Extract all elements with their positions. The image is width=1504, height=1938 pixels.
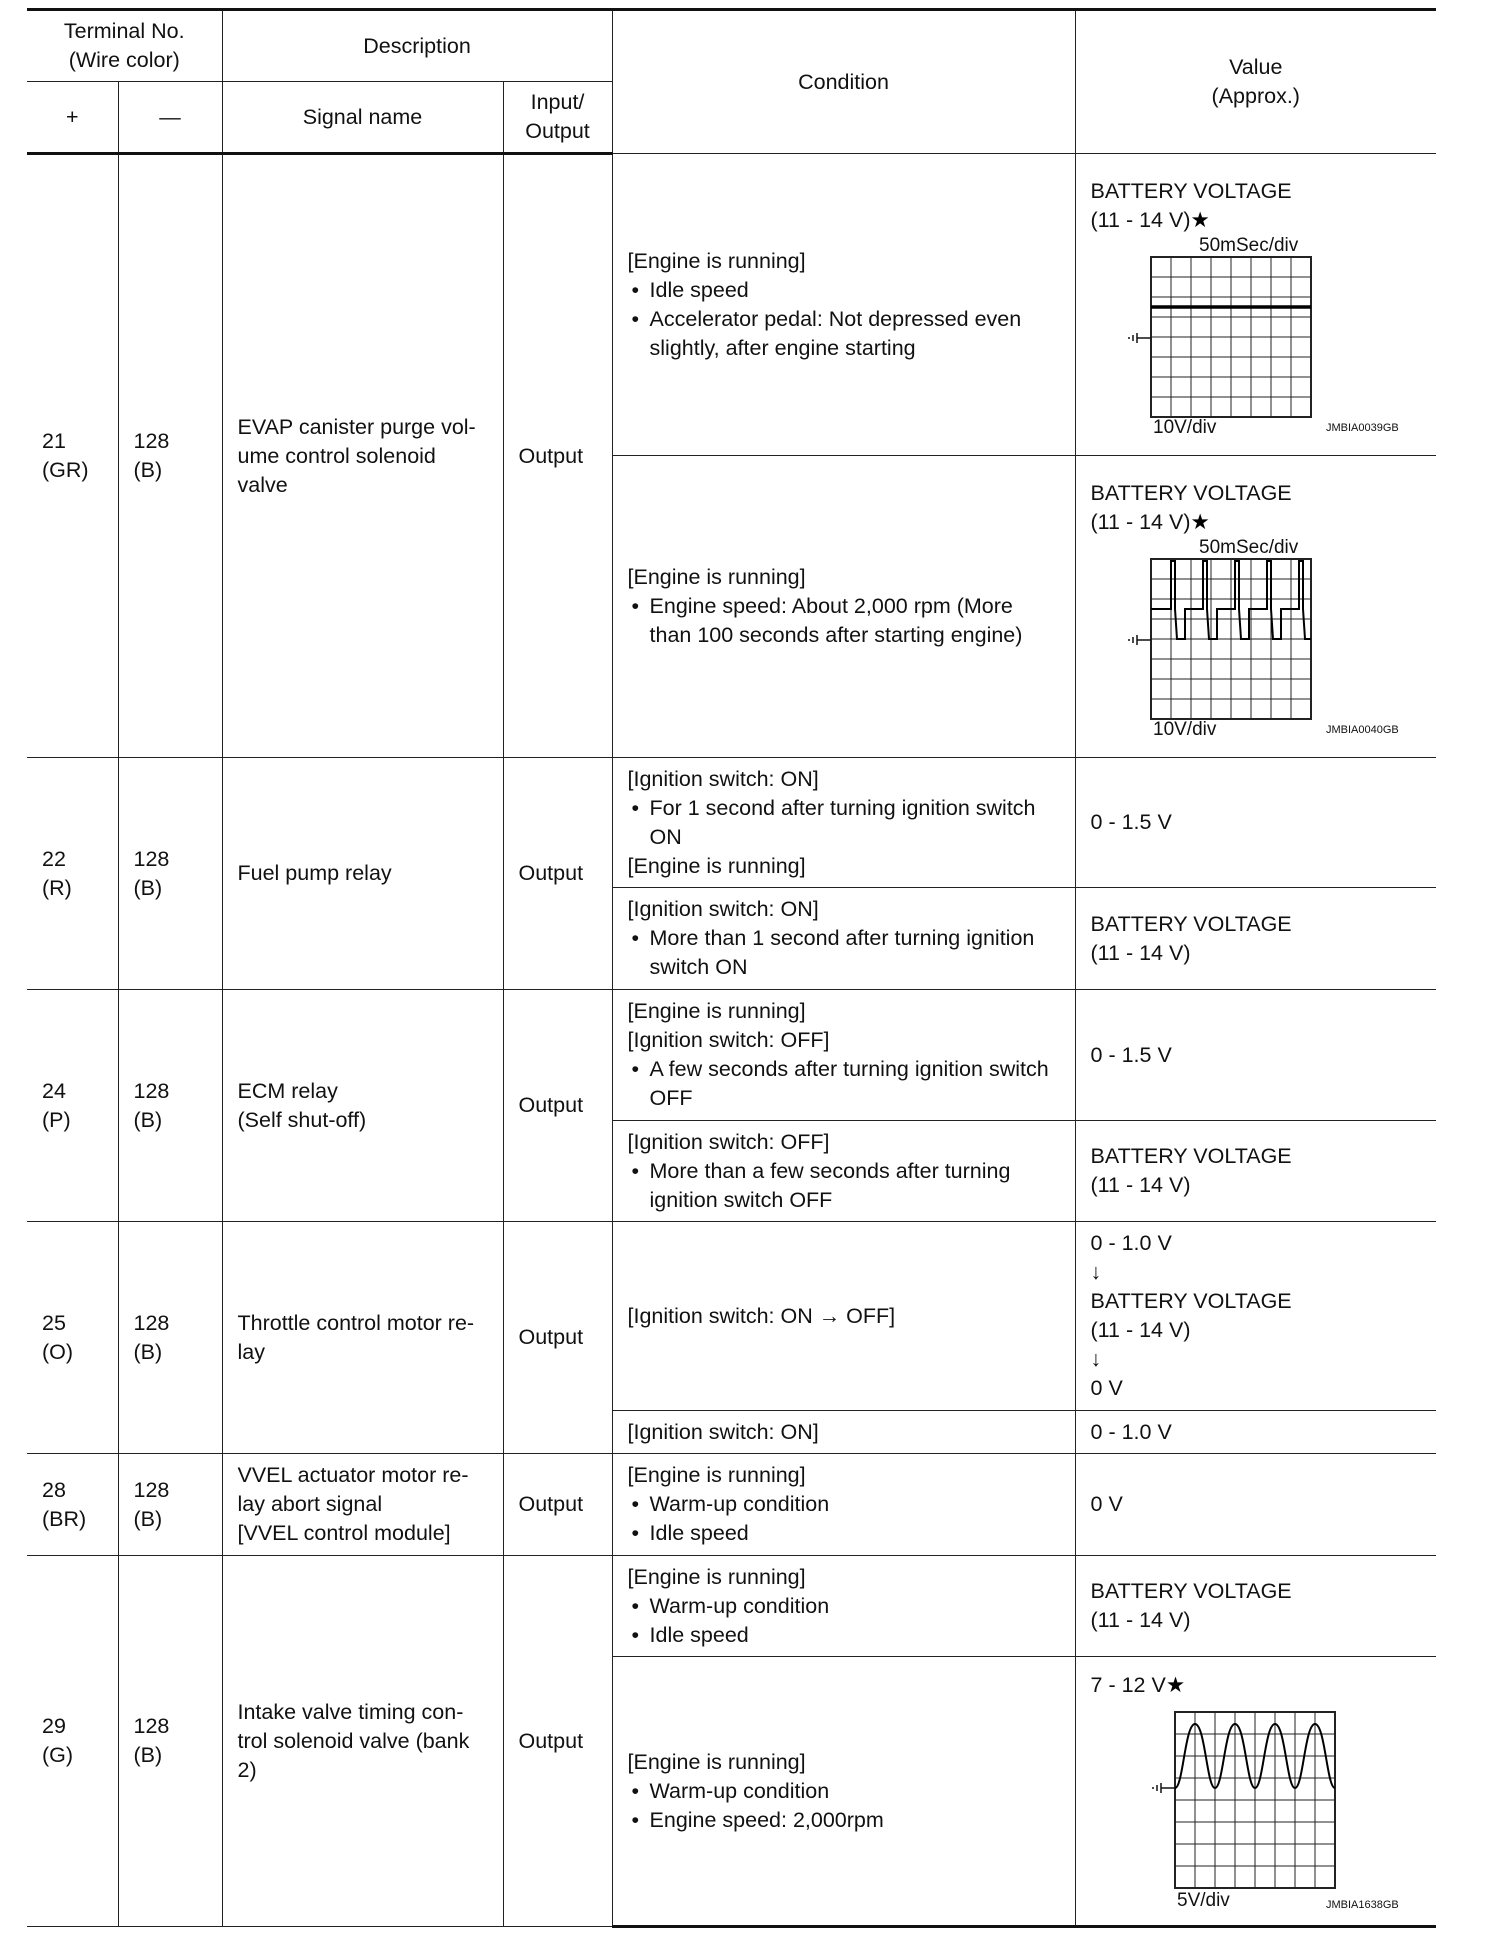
oscilloscope-pulse-waveform: [1091, 539, 1421, 735]
figure-code: JMBIA1638GB: [1325, 1898, 1399, 1911]
terminal-no-header: Terminal No. (Wire color): [27, 10, 222, 82]
plus-terminal: 28 (BR): [27, 1454, 118, 1556]
ground-icon: [1129, 635, 1151, 645]
voltage-scale-label: 5V/div: [1176, 1889, 1230, 1911]
condition-cell: [Engine is running] [Ignition switch: OFF] • A few seconds after turning ignition switch OFF: [612, 990, 1075, 1121]
condition-bullet: • More than a few seconds after turning ignition switch OFF: [628, 1157, 1060, 1215]
value-cell: 0 - 1.5 V: [1075, 990, 1436, 1121]
plus-header: +: [27, 82, 118, 154]
condition-bullet: • Idle speed: [628, 276, 1060, 305]
time-scale-label: 50mSec/div: [1198, 236, 1298, 256]
description-header: Description: [222, 10, 612, 82]
condition-cell: [Engine is running] • Warm-up condition • Idle speed: [612, 1556, 1075, 1657]
table-row: [27, 1222, 1436, 1411]
minus-terminal: 128 (B): [118, 1556, 222, 1927]
io-type: Output: [503, 758, 612, 990]
table-row: [27, 154, 1436, 456]
table-row: [27, 758, 1436, 888]
value-header: Value (Approx.): [1075, 10, 1436, 154]
condition-bullet: • A few seconds after turning ignition switch OFF: [628, 1055, 1060, 1113]
figure-code: JMBIA0039GB: [1325, 421, 1399, 433]
time-scale-label: 50mSec/div: [1198, 538, 1298, 558]
signal-name: VVEL actuator motor re- lay abort signal [VVEL control module]: [222, 1454, 503, 1556]
value-cell: 7 - 12 V★ 5V/div JMBIA1638GB: [1075, 1657, 1436, 1927]
signal-name: Intake valve timing con- trol solenoid valve (bank 2): [222, 1556, 503, 1927]
condition-bullet: • Idle speed: [628, 1621, 1060, 1650]
condition-cell: [Ignition switch: ON → OFF]: [612, 1222, 1075, 1411]
plus-terminal: 25 (O): [27, 1222, 118, 1454]
value-cell: BATTERY VOLTAGE (11 - 14 V): [1075, 1556, 1436, 1657]
value-cell: 0 V: [1075, 1454, 1436, 1556]
minus-terminal: 128 (B): [118, 1454, 222, 1556]
minus-header: —: [118, 82, 222, 154]
condition-bullet: • For 1 second after turning ignition switch ON: [628, 794, 1060, 852]
oscilloscope-flat-waveform: [1091, 237, 1421, 433]
star-icon: ★: [1190, 207, 1210, 232]
signal-name: Fuel pump relay: [222, 758, 503, 990]
value-cell: 0 - 1.5 V: [1075, 758, 1436, 888]
io-type: Output: [503, 1454, 612, 1556]
minus-terminal: 128 (B): [118, 758, 222, 990]
terminal-spec-table: [27, 8, 1436, 1928]
signal-name: ECM relay (Self shut-off): [222, 990, 503, 1222]
value-cell: BATTERY VOLTAGE (11 - 14 V): [1075, 1121, 1436, 1222]
table-row: [27, 990, 1436, 1121]
value-cell: 0 - 1.0 V: [1075, 1411, 1436, 1454]
ground-icon: [1153, 1783, 1175, 1793]
condition-bullet: • Engine speed: About 2,000 rpm (More than 100 seconds after starting engine): [628, 592, 1060, 650]
plus-terminal: 21 (GR): [27, 154, 118, 758]
oscilloscope-sine-waveform: [1091, 1702, 1421, 1912]
condition-header: Condition: [612, 10, 1075, 154]
table-row: [27, 1454, 1436, 1556]
io-type: Output: [503, 990, 612, 1222]
voltage-scale-label: 10V/div: [1152, 416, 1216, 433]
condition-cell: [Ignition switch: ON]: [612, 1411, 1075, 1454]
condition-bullet: • More than 1 second after turning ignition switch ON: [628, 924, 1060, 982]
condition-bullet: • Warm-up condition: [628, 1777, 1060, 1806]
figure-code: JMBIA0040GB: [1325, 723, 1399, 735]
condition-cell: [Engine is running] • Engine speed: About 2,000 rpm (More than 100 seconds after starting engine): [612, 456, 1075, 758]
signal-name: EVAP canister purge vol- ume control solenoid valve: [222, 154, 503, 758]
value-cell: BATTERY VOLTAGE (11 - 14 V)★ 50mSec/div 10V/div JMBIA0040GB: [1075, 456, 1436, 758]
voltage-scale-label: 10V/div: [1152, 718, 1216, 735]
condition-cell: [Ignition switch: ON] • More than 1 second after turning ignition switch ON: [612, 888, 1075, 990]
value-cell: BATTERY VOLTAGE (11 - 14 V): [1075, 888, 1436, 990]
arrow-down-icon: ↓: [1090, 1347, 1102, 1371]
plus-terminal: 24 (P): [27, 990, 118, 1222]
condition-cell: [Engine is running] • Warm-up condition • Engine speed: 2,000rpm: [612, 1657, 1075, 1927]
condition-bullet: • Idle speed: [628, 1519, 1060, 1548]
condition-cell: [Ignition switch: ON] • For 1 second after turning ignition switch ON [Engine is running]: [612, 758, 1075, 888]
condition-bullet: • Warm-up condition: [628, 1490, 1060, 1519]
signal-name: Throttle control motor re- lay: [222, 1222, 503, 1454]
arrow-down-icon: ↓: [1090, 1260, 1102, 1284]
plus-terminal: 29 (G): [27, 1556, 118, 1927]
star-icon: ★: [1190, 509, 1210, 534]
condition-bullet: • Engine speed: 2,000rpm: [628, 1806, 1060, 1835]
input-output-header: Input/ Output: [503, 82, 612, 154]
io-type: Output: [503, 154, 612, 758]
io-type: Output: [503, 1222, 612, 1454]
ground-icon: [1129, 333, 1151, 343]
minus-terminal: 128 (B): [118, 990, 222, 1222]
signal-name-header: Signal name: [222, 82, 503, 154]
plus-terminal: 22 (R): [27, 758, 118, 990]
condition-cell: [Engine is running] • Idle speed • Accelerator pedal: Not depressed even slightly, after engine starting: [612, 154, 1075, 456]
condition-bullet: • Warm-up condition: [628, 1592, 1060, 1621]
value-cell: 0 - 1.0 V ↓ BATTERY VOLTAGE (11 - 14 V) ↓ 0 V: [1075, 1222, 1436, 1411]
value-cell: BATTERY VOLTAGE (11 - 14 V)★ 50mSec/div 10V/div JMBIA0039GB: [1075, 154, 1436, 456]
condition-cell: [Ignition switch: OFF] • More than a few seconds after turning ignition switch OFF: [612, 1121, 1075, 1222]
minus-terminal: 128 (B): [118, 1222, 222, 1454]
table-row: [27, 1556, 1436, 1657]
star-icon: ★: [1165, 1672, 1186, 1697]
minus-terminal: 128 (B): [118, 154, 222, 758]
condition-bullet: • Accelerator pedal: Not depressed even slightly, after engine starting: [628, 305, 1060, 363]
condition-cell: [Engine is running] • Warm-up condition • Idle speed: [612, 1454, 1075, 1556]
io-type: Output: [503, 1556, 612, 1927]
